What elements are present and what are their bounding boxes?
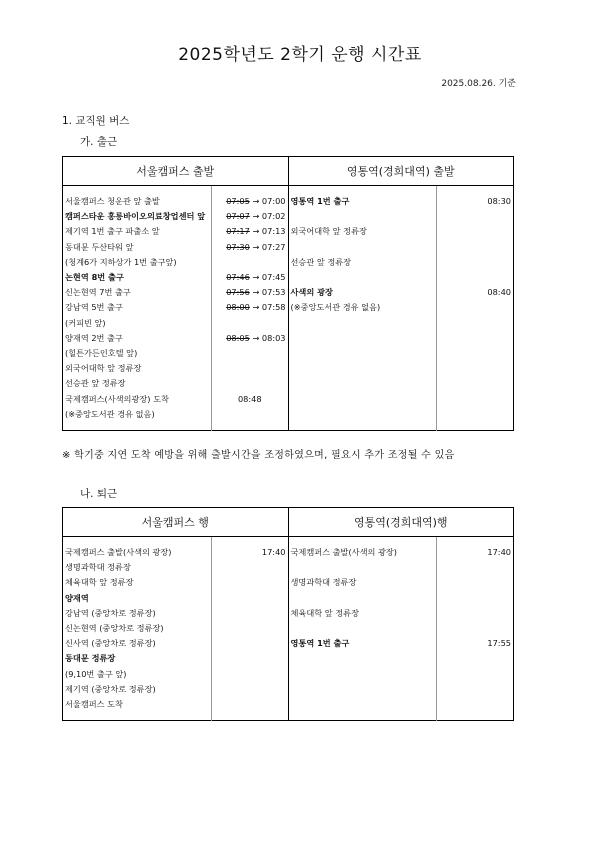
table-row	[63, 224, 514, 239]
departure-time	[211, 545, 288, 560]
new-time: → 07:13	[252, 226, 286, 237]
departure-time	[211, 361, 288, 376]
stop-name-2: 영통역 1번 출구	[288, 636, 437, 651]
table-row	[63, 606, 514, 621]
time-2	[437, 316, 514, 331]
stop-name-2: 선승관 앞 정류장	[288, 255, 437, 270]
stop-name: 외국어대학 앞 정류장	[63, 361, 212, 376]
departure-time	[211, 209, 288, 224]
new-time: → 07:27	[252, 241, 286, 252]
table-row	[63, 407, 514, 422]
reference-date: 2025.08.26. 기준	[441, 79, 516, 89]
old-time: 07:07	[226, 211, 250, 222]
stop-name: 논현역 8번 출구	[63, 270, 212, 285]
stop-name: 서울캠퍼스 도착	[63, 697, 212, 712]
stop-name: 동대문 정류장	[63, 651, 212, 666]
time-2	[437, 209, 514, 224]
departure-time	[211, 270, 288, 285]
stop-name: 제기역 1번 출구 파출소 앞	[63, 224, 212, 239]
time-2	[437, 300, 514, 315]
time-2: 17:40	[487, 547, 511, 557]
time-2	[437, 606, 514, 621]
departure-time	[211, 697, 288, 712]
morning-header-yeongtong: 영통역(경희대역) 출발	[288, 157, 514, 186]
stop-name: 국제캠퍼스 출발(사색의 광장)	[63, 545, 212, 560]
time-2	[437, 697, 514, 712]
new-time: → 08:03	[252, 332, 286, 343]
table-row	[63, 591, 514, 606]
evening-header-yeongtong: 영통역(경희대역)행	[288, 508, 514, 537]
departure-time	[211, 376, 288, 391]
stop-name: 체육대학 앞 정류장	[63, 575, 212, 590]
old-time: 08:05	[226, 332, 250, 343]
new-time: → 07:00	[252, 196, 286, 206]
stop-name-2: (※중앙도서관 경유 없음)	[288, 300, 437, 315]
time-2	[437, 392, 514, 407]
stop-name-2	[288, 331, 437, 346]
stop-name-2	[288, 240, 437, 255]
table-row	[63, 697, 514, 712]
stop-name: 강남역 (중앙차로 정류장)	[63, 606, 212, 621]
stop-name: 강남역 5번 출구	[63, 300, 212, 315]
table-spacer	[63, 422, 514, 431]
departure-time	[211, 224, 288, 239]
old-time: 07:05	[226, 196, 250, 206]
morning-schedule-table	[62, 156, 514, 431]
section-heading: 1. 교직원 버스	[62, 115, 130, 127]
table-row	[63, 285, 514, 300]
morning-header-seoul: 서울캠퍼스 출발	[63, 157, 289, 186]
departure-time	[211, 407, 288, 422]
departure-time	[211, 560, 288, 575]
time-2	[437, 255, 514, 270]
stop-name: 캠퍼스타운 홍릉바이오의료창업센터 앞	[63, 209, 212, 224]
time-2: 08:30	[487, 196, 511, 206]
stop-name-2: 사색의 광장	[288, 285, 437, 300]
stop-name-2	[288, 407, 437, 422]
evening-header-seoul: 서울캠퍼스 행	[63, 508, 289, 537]
departure-time-value: 17:40	[261, 547, 286, 557]
time-2	[437, 591, 514, 606]
departure-time	[211, 194, 288, 209]
time-2	[437, 346, 514, 361]
stop-name: 선승관 앞 정류장	[63, 376, 212, 391]
departure-time	[211, 636, 288, 651]
stop-name: 신논현역 7번 출구	[63, 285, 212, 300]
stop-name: 제기역 (중앙차로 정류장)	[63, 682, 212, 697]
table-row	[63, 194, 514, 209]
departure-time	[211, 285, 288, 300]
table-row	[63, 270, 514, 285]
time-2	[437, 224, 514, 239]
stop-name: 신논현역 (중앙차로 정류장)	[63, 621, 212, 636]
time-2	[437, 667, 514, 682]
stop-name-2: 국제캠퍼스 출발(사색의 광장)	[288, 545, 437, 560]
stop-name-2	[288, 361, 437, 376]
stop-name-2	[288, 376, 437, 391]
new-time: → 07:45	[252, 272, 286, 283]
stop-name-2: 영통역 1번 출구	[288, 194, 437, 209]
stop-name-2	[288, 651, 437, 666]
stop-name-2	[288, 682, 437, 697]
table-row	[63, 636, 514, 651]
stop-name-2: 생명과학대 정류장	[288, 575, 437, 590]
time-2	[437, 575, 514, 590]
departure-time	[211, 392, 288, 407]
stop-name-2	[288, 316, 437, 331]
arrival-time: 08:48	[237, 393, 262, 404]
new-time: → 07:02	[252, 211, 286, 222]
table-row	[63, 545, 514, 560]
stop-name-2: 체육대학 앞 정류장	[288, 606, 437, 621]
stop-name-2: 외국어대학 앞 정류장	[288, 224, 437, 239]
table-spacer	[63, 186, 514, 195]
table-spacer	[63, 537, 514, 546]
subsection-evening: 나. 퇴근	[80, 488, 118, 500]
time-2	[437, 361, 514, 376]
departure-time	[211, 667, 288, 682]
table-row	[63, 331, 514, 346]
stop-name-2	[288, 697, 437, 712]
table-row	[63, 392, 514, 407]
table-row	[63, 575, 514, 590]
table-row	[63, 346, 514, 361]
table-row	[63, 560, 514, 575]
old-time: 07:17	[226, 226, 250, 237]
time-2	[437, 407, 514, 422]
evening-schedule-table	[62, 507, 514, 721]
departure-time	[211, 240, 288, 255]
subsection-morning: 가. 출근	[80, 136, 118, 148]
stop-name-2	[288, 209, 437, 224]
table-row	[63, 376, 514, 391]
old-time: 08:00	[226, 302, 250, 313]
departure-time	[211, 621, 288, 636]
stop-name: 국제캠퍼스(사색의광장) 도착	[63, 392, 212, 407]
departure-time	[211, 591, 288, 606]
table-row	[63, 667, 514, 682]
stop-name: (※중앙도서관 경유 없음)	[63, 407, 212, 422]
time-2	[437, 240, 514, 255]
stop-name-2	[288, 270, 437, 285]
departure-time	[211, 606, 288, 621]
time-2	[437, 682, 514, 697]
time-2: 08:40	[487, 287, 511, 298]
stop-name: 양재역	[63, 591, 212, 606]
old-time: 07:56	[226, 287, 250, 298]
stop-name: (힐튼가든인호텔 앞)	[63, 346, 212, 361]
stop-name-2	[288, 560, 437, 575]
table-spacer	[63, 712, 514, 721]
time-2: 17:55	[487, 638, 511, 649]
table-row	[63, 209, 514, 224]
time-2	[437, 270, 514, 285]
new-time: → 07:53	[252, 287, 286, 298]
table-row	[63, 361, 514, 376]
stop-name: 신사역 (중앙차로 정류장)	[63, 636, 212, 651]
stop-name: (9,10번 출구 앞)	[63, 667, 212, 682]
stop-name: 서울캠퍼스 청운관 앞 출발	[63, 194, 212, 209]
stop-name: 생명과학대 정류장	[63, 560, 212, 575]
table-row	[63, 651, 514, 666]
time-2	[437, 651, 514, 666]
departure-time	[211, 316, 288, 331]
departure-time	[211, 575, 288, 590]
stop-name: 동대문 두산타워 앞	[63, 240, 212, 255]
departure-time	[211, 331, 288, 346]
stop-name: 양재역 2번 출구	[63, 331, 212, 346]
table-row	[63, 300, 514, 315]
departure-time	[211, 346, 288, 361]
table-row	[63, 255, 514, 270]
departure-time	[211, 300, 288, 315]
new-time: → 07:58	[252, 302, 286, 313]
stop-name-2	[288, 591, 437, 606]
old-time: 07:46	[226, 272, 250, 283]
departure-time	[211, 651, 288, 666]
stop-name-2	[288, 621, 437, 636]
table-row	[63, 621, 514, 636]
time-2	[437, 560, 514, 575]
time-2	[437, 331, 514, 346]
old-time: 07:30	[226, 241, 250, 252]
table-row	[63, 316, 514, 331]
departure-time	[211, 255, 288, 270]
stop-name: (청계6가 지하상가 1번 출구앞)	[63, 255, 212, 270]
departure-time	[211, 682, 288, 697]
time-2	[437, 376, 514, 391]
stop-name-2	[288, 392, 437, 407]
page-title: 2025학년도 2학기 운행 시간표	[178, 45, 422, 65]
stop-name: (커피빈 앞)	[63, 316, 212, 331]
stop-name-2	[288, 667, 437, 682]
time-2	[437, 621, 514, 636]
table-row	[63, 240, 514, 255]
schedule-note: ※ 학기중 지연 도착 예방을 위해 출발시간을 조정하였으며, 필요시 추가 조정될 수 있음	[62, 450, 455, 461]
table-row	[63, 682, 514, 697]
stop-name-2	[288, 346, 437, 361]
